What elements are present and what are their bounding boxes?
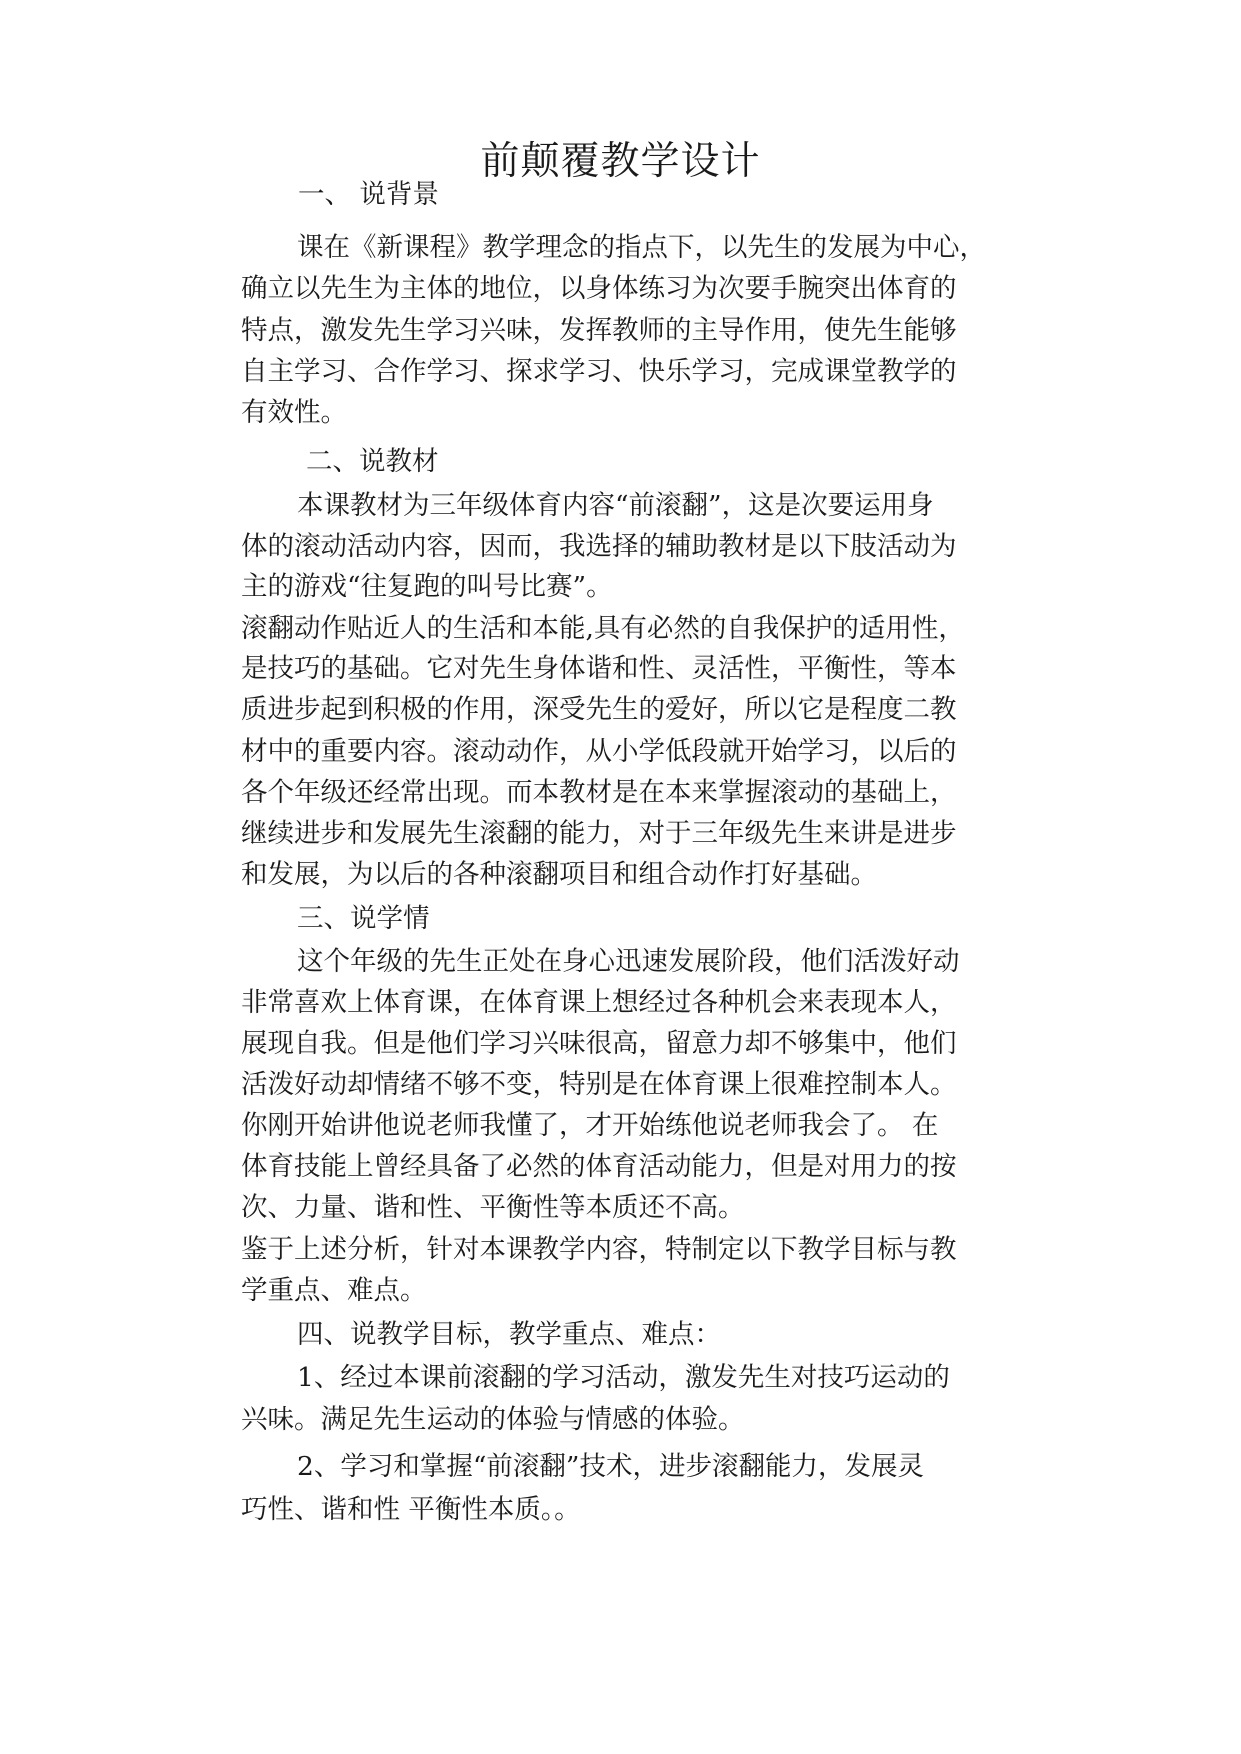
objective-item: 1、经过本课前滚翻的学习活动，激发先生对技巧运动的 [297,1362,950,1393]
paragraph-line: 主的游戏“往复跑的叫号比赛”。 [241,571,613,602]
paragraph-line: 继续进步和发展先生滚翻的能力，对于三年级先生来讲是进步 [241,818,957,849]
paragraph-line: 滚翻动作贴近人的生活和本能,具有必然的自我保护的适用性， [241,613,965,644]
paragraph-line: 各个年级还经常出现。而本教材是在本来掌握滚动的基础上， [241,777,957,808]
section-heading-students: 三、说学情 [297,903,430,934]
paragraph-line: 展现自我。但是他们学习兴味很高，留意力却不够集中，他们 [241,1028,957,1059]
document-title: 前颠覆教学设计 [480,139,761,184]
paragraph-line: 体育技能上曾经具备了必然的体育活动能力，但是对用力的按 [241,1151,957,1182]
paragraph-line: 非常喜欢上体育课，在体育课上想经过各种机会来表现本人， [241,987,957,1018]
objective-item: 2、学习和掌握“前滚翻”技术，进步滚翻能力，发展灵 [297,1451,924,1482]
paragraph-line: 你刚开始讲他说老师我懂了，才开始练他说老师我会了。 在 [241,1110,939,1141]
section-heading-objectives: 四、说教学目标，教学重点、难点： [297,1319,721,1350]
section-heading-textbook: 二、说教材 [306,446,439,477]
paragraph-line: 质进步起到积极的作用，深受先生的爱好，所以它是程度二教 [241,694,957,725]
paragraph-line: 这个年级的先生正处在身心迅速发展阶段，他们活泼好动 [297,946,960,977]
paragraph-line: 课在《新课程》教学理念的指点下，以先生的发展为中心， [297,232,986,263]
paragraph-line: 鉴于上述分析，针对本课教学内容，特制定以下教学目标与教 [241,1234,957,1265]
paragraph-line: 特点，激发先生学习兴味，发挥教师的主导作用，使先生能够 [241,315,957,346]
paragraph-line: 和发展，为以后的各种滚翻项目和组合动作打好基础。 [241,859,877,890]
paragraph-line: 有效性。 [241,397,347,428]
paragraph-line: 自主学习、合作学习、探求学习、快乐学习，完成课堂教学的 [241,356,957,387]
section-heading-background: 一、 说背景 [298,179,439,210]
paragraph-line: 本课教材为三年级体育内容“前滚翻”，这是次要运用身 [297,490,934,521]
paragraph-line: 是技巧的基础。它对先生身体谐和性、灵活性，平衡性，等本 [241,653,957,684]
paragraph-line: 活泼好动却情绪不够不变，特别是在体育课上很难控制本人。 [241,1069,957,1100]
paragraph-line: 兴味。满足先生运动的体验与情感的体验。 [241,1404,745,1435]
paragraph-line: 体的滚动活动内容，因而，我选择的辅助教材是以下肢活动为 [241,531,957,562]
paragraph-line: 次、力量、谐和性、平衡性等本质还不高。 [241,1192,745,1223]
paragraph-line: 巧性、谐和性 平衡性本质。。 [241,1494,581,1525]
paragraph-line: 确立以先生为主体的地位，以身体练习为次要手腕突出体育的 [241,273,957,304]
paragraph-line: 学重点、难点。 [241,1275,427,1306]
paragraph-line: 材中的重要内容。滚动动作，从小学低段就开始学习，以后的 [241,736,957,767]
